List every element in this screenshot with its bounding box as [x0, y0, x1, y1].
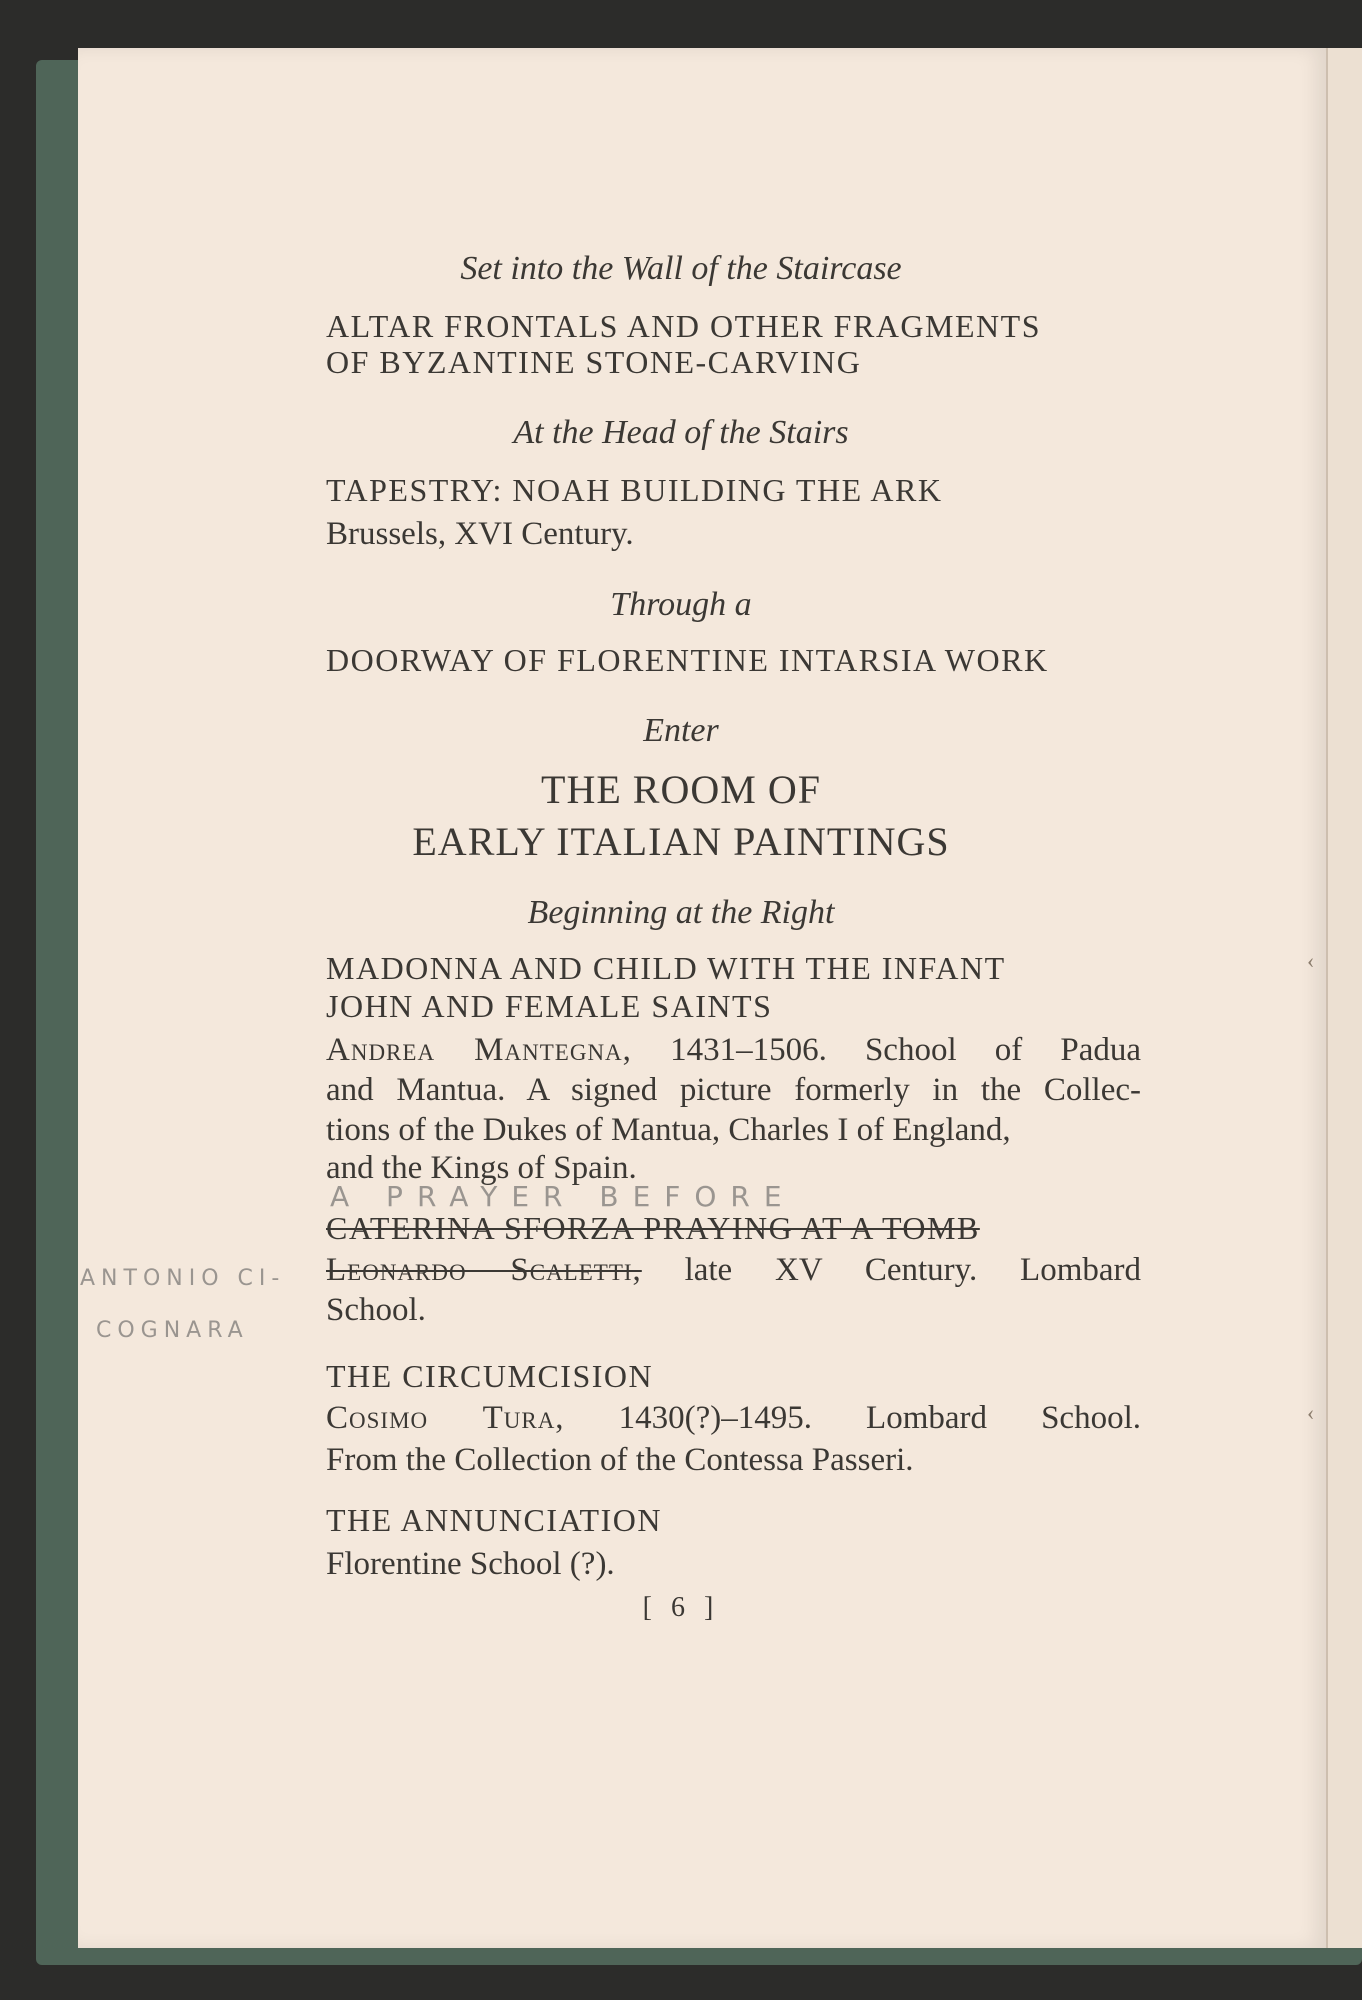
staircase-item-line2: OF BYZANTINE STONE-CARVING [326, 344, 862, 380]
entry1-detail-line3: tions of the Dukes of Mantua, Charles I of England, [326, 1112, 1011, 1148]
entry4-detail: Florentine School (?). [326, 1546, 615, 1582]
entry2-artist: Leonardo Scaletti, [326, 1252, 642, 1288]
entry1-artist: Andrea Mantegna, [326, 1032, 632, 1068]
entry2-detail-line1 [326, 1252, 1141, 1289]
entry2-title-text: CATERINA SFORZA PRAYING AT A TOMB [326, 1210, 980, 1246]
handwritten-annotation: A PRAYER BEFORE [330, 1180, 796, 1213]
entry2-title [326, 1210, 980, 1247]
room-title-line1: THE ROOM OF [541, 767, 821, 812]
facing-page-edge [1326, 48, 1362, 1948]
entry3-dates: 1430(?)–1495. Lombard School. [618, 1400, 1141, 1436]
entry3-detail-line2: From the Collection of the Contessa Passeri. [326, 1442, 914, 1478]
entry3-artist: Cosimo Tura, [326, 1400, 565, 1436]
entry1-dates: 1431–1506. School of Padua [670, 1032, 1142, 1068]
enter-heading: Enter [643, 712, 719, 749]
entry3-detail-line1 [326, 1400, 1141, 1437]
room-title-line2: EARLY ITALIAN PAINTINGS [412, 819, 950, 864]
tapestry-title: TAPESTRY: NOAH BUILDING THE ARK [326, 472, 943, 508]
entry1-title-line1: MADONNA AND CHILD WITH THE INFANT [326, 950, 1006, 986]
entry2-dates: late XV Century. Lombard [684, 1252, 1141, 1288]
margin-note-line2: COGNARA [96, 1318, 249, 1343]
entry1-detail-line4: and the Kings of Spain. [326, 1150, 637, 1186]
entry1-title-line2: JOHN AND FEMALE SAINTS [326, 988, 773, 1024]
margin-note-line1: ANTONIO CI- [80, 1266, 286, 1291]
staircase-item-line1: ALTAR FRONTALS AND OTHER FRAGMENTS [326, 308, 1041, 344]
beginning-heading: Beginning at the Right [527, 894, 835, 931]
entry1-detail-line1 [326, 1032, 1141, 1069]
head-of-stairs-heading: At the Head of the Stairs [513, 414, 849, 451]
entry3-title: THE CIRCUMCISION [326, 1358, 654, 1394]
entry1-detail-line2: and Mantua. A signed picture formerly in the Collec- [326, 1072, 1141, 1108]
entry2-detail-line2: School. [326, 1292, 426, 1328]
through-heading: Through a [610, 586, 752, 623]
margin-mark-icon: ‹ [1307, 1400, 1315, 1425]
doorway-title: DOORWAY OF FLORENTINE INTARSIA WORK [326, 642, 1049, 678]
tapestry-detail: Brussels, XVI Century. [326, 516, 634, 552]
staircase-heading: Set into the Wall of the Staircase [460, 250, 902, 287]
margin-mark-icon: ‹ [1307, 948, 1315, 973]
entry4-title: THE ANNUNCIATION [326, 1502, 662, 1538]
page-number: [ 6 ] [642, 1592, 720, 1623]
